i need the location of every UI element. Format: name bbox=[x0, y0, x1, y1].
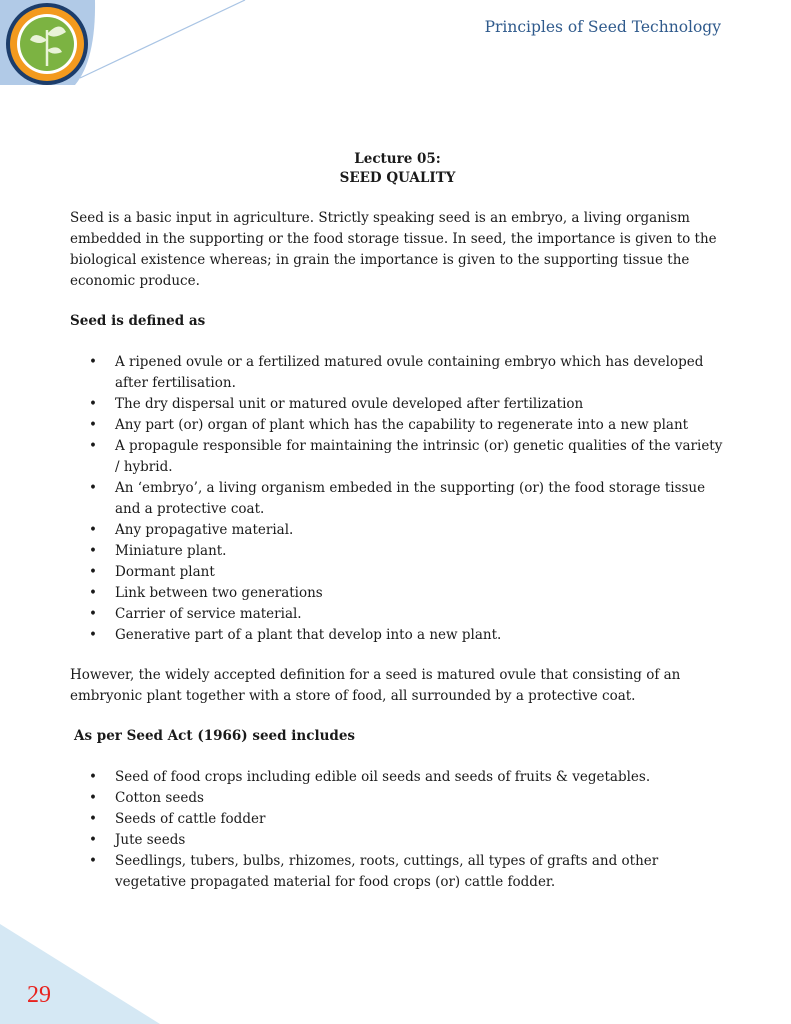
list-item: • Seed of food crops including edible oil seeds and seeds of fruits & vegetables. bbox=[89, 769, 651, 785]
seed-act-heading: As per Seed Act (1966) seed includes bbox=[74, 728, 356, 744]
list-item: • Seeds of cattle fodder bbox=[89, 811, 266, 827]
header-title: Principles of Seed Technology bbox=[484, 18, 721, 36]
list-item: • A propagule responsible for maintaining the intrinsic (or) genetic qualities of the variety / hybrid. bbox=[89, 438, 723, 475]
list-item: • A ripened ovule or a fertilized matured ovule containing embryo which has developed after fertilisation. bbox=[89, 354, 704, 391]
list-item: • Cotton seeds bbox=[89, 790, 204, 806]
page-number: 29 bbox=[27, 982, 51, 1008]
page-content bbox=[70, 150, 725, 893]
list-item: • Generative part of a plant that develop into a new plant. bbox=[89, 627, 502, 643]
accepted-definition-paragraph: However, the widely accepted definition for a seed is matured ovule that consisting of an embryonic plant together with a store of food, all surrounded by a protective coat. bbox=[70, 667, 681, 704]
footer-decoration bbox=[0, 924, 200, 1024]
seedling-logo-icon bbox=[6, 3, 88, 85]
list-item: • Seedlings, tubers, bulbs, rhizomes, roots, cuttings, all types of grafts and other vegetative propagated material for food crops (or) cattle fodder. bbox=[89, 853, 659, 890]
list-item: • Miniature plant. bbox=[89, 543, 227, 559]
list-item: • An ‘embryo’, a living organism embeded in the supporting (or) the food storage tissue and a protective coat. bbox=[89, 480, 706, 517]
definition-list bbox=[70, 352, 725, 646]
list-item: • The dry dispersal unit or matured ovule developed after fertilization bbox=[89, 396, 584, 412]
list-item: • Link between two generations bbox=[89, 585, 323, 601]
list-item: • Any part (or) organ of plant which has the capability to regenerate into a new plant bbox=[89, 417, 689, 433]
intro-paragraph: Seed is a basic input in agriculture. Strictly speaking seed is an embryo, a living organism embedded in the supporting or the food storage tissue. In seed, the importance is given to the biological existence whereas; in grain the importance is given to the supporting tissue the economic produce. bbox=[70, 210, 717, 289]
list-item: • Dormant plant bbox=[89, 564, 215, 580]
seed-act-list bbox=[70, 767, 725, 893]
lecture-number: Lecture 05: bbox=[354, 151, 441, 167]
list-item: • Jute seeds bbox=[89, 832, 186, 848]
list-item: • Carrier of service material. bbox=[89, 606, 302, 622]
definition-heading: Seed is defined as bbox=[70, 313, 206, 329]
list-item: • Any propagative material. bbox=[89, 522, 294, 538]
lecture-topic: SEED QUALITY bbox=[339, 170, 456, 186]
